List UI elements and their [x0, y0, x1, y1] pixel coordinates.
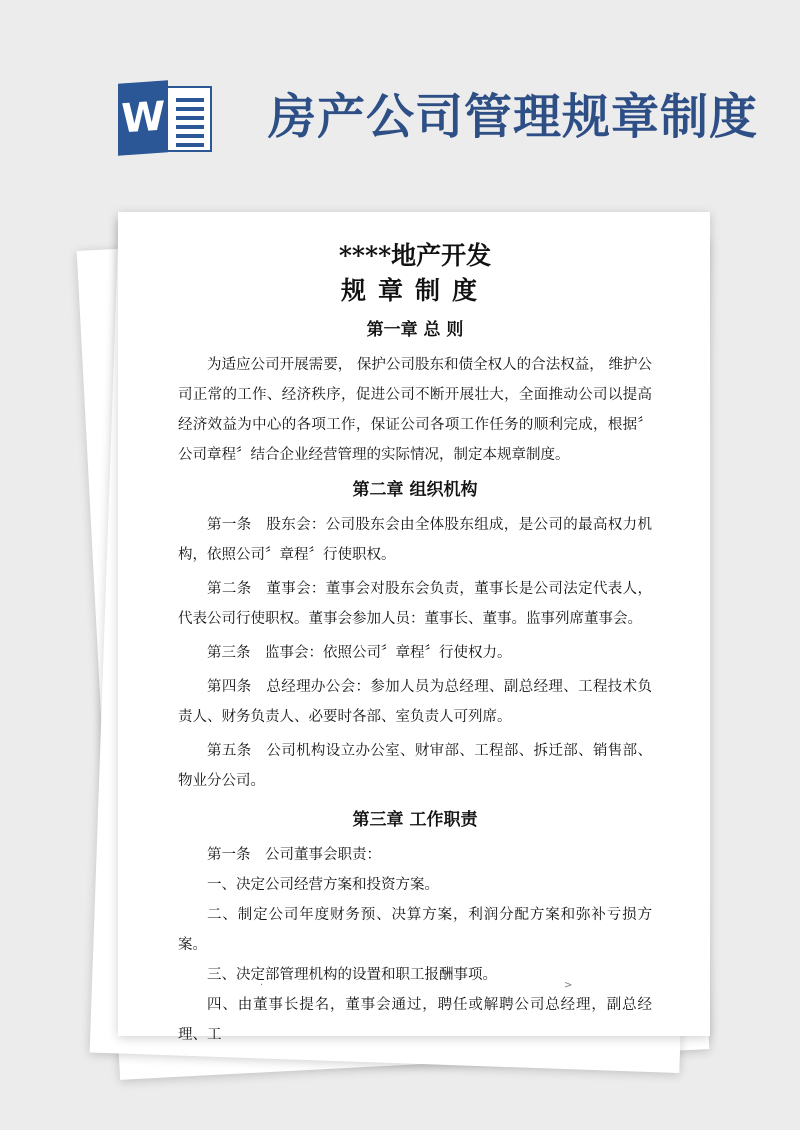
word-document-icon [118, 82, 214, 154]
chapter2-heading: 第二章 组织机构 [352, 480, 478, 500]
chapter3-item: 二、制定公司年度财务预、决算方案，利润分配方案和弥补亏损方案。 [178, 907, 652, 953]
chapter3-item: 三、决定部管理机构的设置和职工报酬事项。 [207, 967, 497, 983]
chapter2-article: 第五条 公司机构设立办公室、财审部、工程部、拆迁部、销售部、物业分公司。 [178, 743, 652, 789]
page-title: 房产公司管理规章制度 [268, 89, 759, 145]
document-page [118, 212, 710, 1043]
chapter3-heading: 第三章 工作职责 [352, 810, 478, 830]
chapter3-item: 四、由董事长提名，董事会通过，聘任或解聘公司总经理，副总经理、工 [178, 997, 652, 1043]
footer-mark-left: · [260, 980, 264, 991]
chapter1-heading: 第一章 总 则 [366, 320, 464, 340]
chapter1-paragraph: 为适应公司开展需要， 保护公司股东和债全权人的合法权益， 维护公司正常的工作、经济秩序，促进公司不断开展壮大，全面推动公司以提高经济效益为中心的各项工作，保证公司各项工作任务的顺利完成，根据〞公司章程〞结合企业经营管理的实际情况，制定本规章制度。 [178, 357, 652, 463]
document-title-line2: 规章制度 [340, 276, 489, 305]
header-banner [0, 0, 800, 200]
chapter3-item: 第一条 公司董事会职责： [207, 847, 381, 863]
document-body [178, 240, 652, 1050]
chapter2-article: 第二条 董事会：董事会对股东会负责，董事长是公司法定代表人，代表公司行使职权。董事会参加人员：董事长、董事。监事列席董事会。 [178, 581, 652, 627]
chapter2-article: 第三条 监事会：依照公司〞章程〞行使权力。 [207, 645, 512, 661]
chapter2-article: 第四条 总经理办公会：参加人员为总经理、副总经理、工程技术负责人、财务负责人、必要时各部、室负责人可列席。 [178, 679, 652, 725]
document-title-line1: ****地产开发 [338, 241, 492, 270]
footer-mark-right: > [564, 980, 573, 991]
chapter2-article: 第一条 股东会：公司股东会由全体股东组成，是公司的最高权力机构，依照公司〞章程〞行使职权。 [178, 517, 652, 563]
word-letter-badge: W [118, 80, 168, 155]
chapter3-item: 一、决定公司经营方案和投资方案。 [207, 877, 439, 893]
